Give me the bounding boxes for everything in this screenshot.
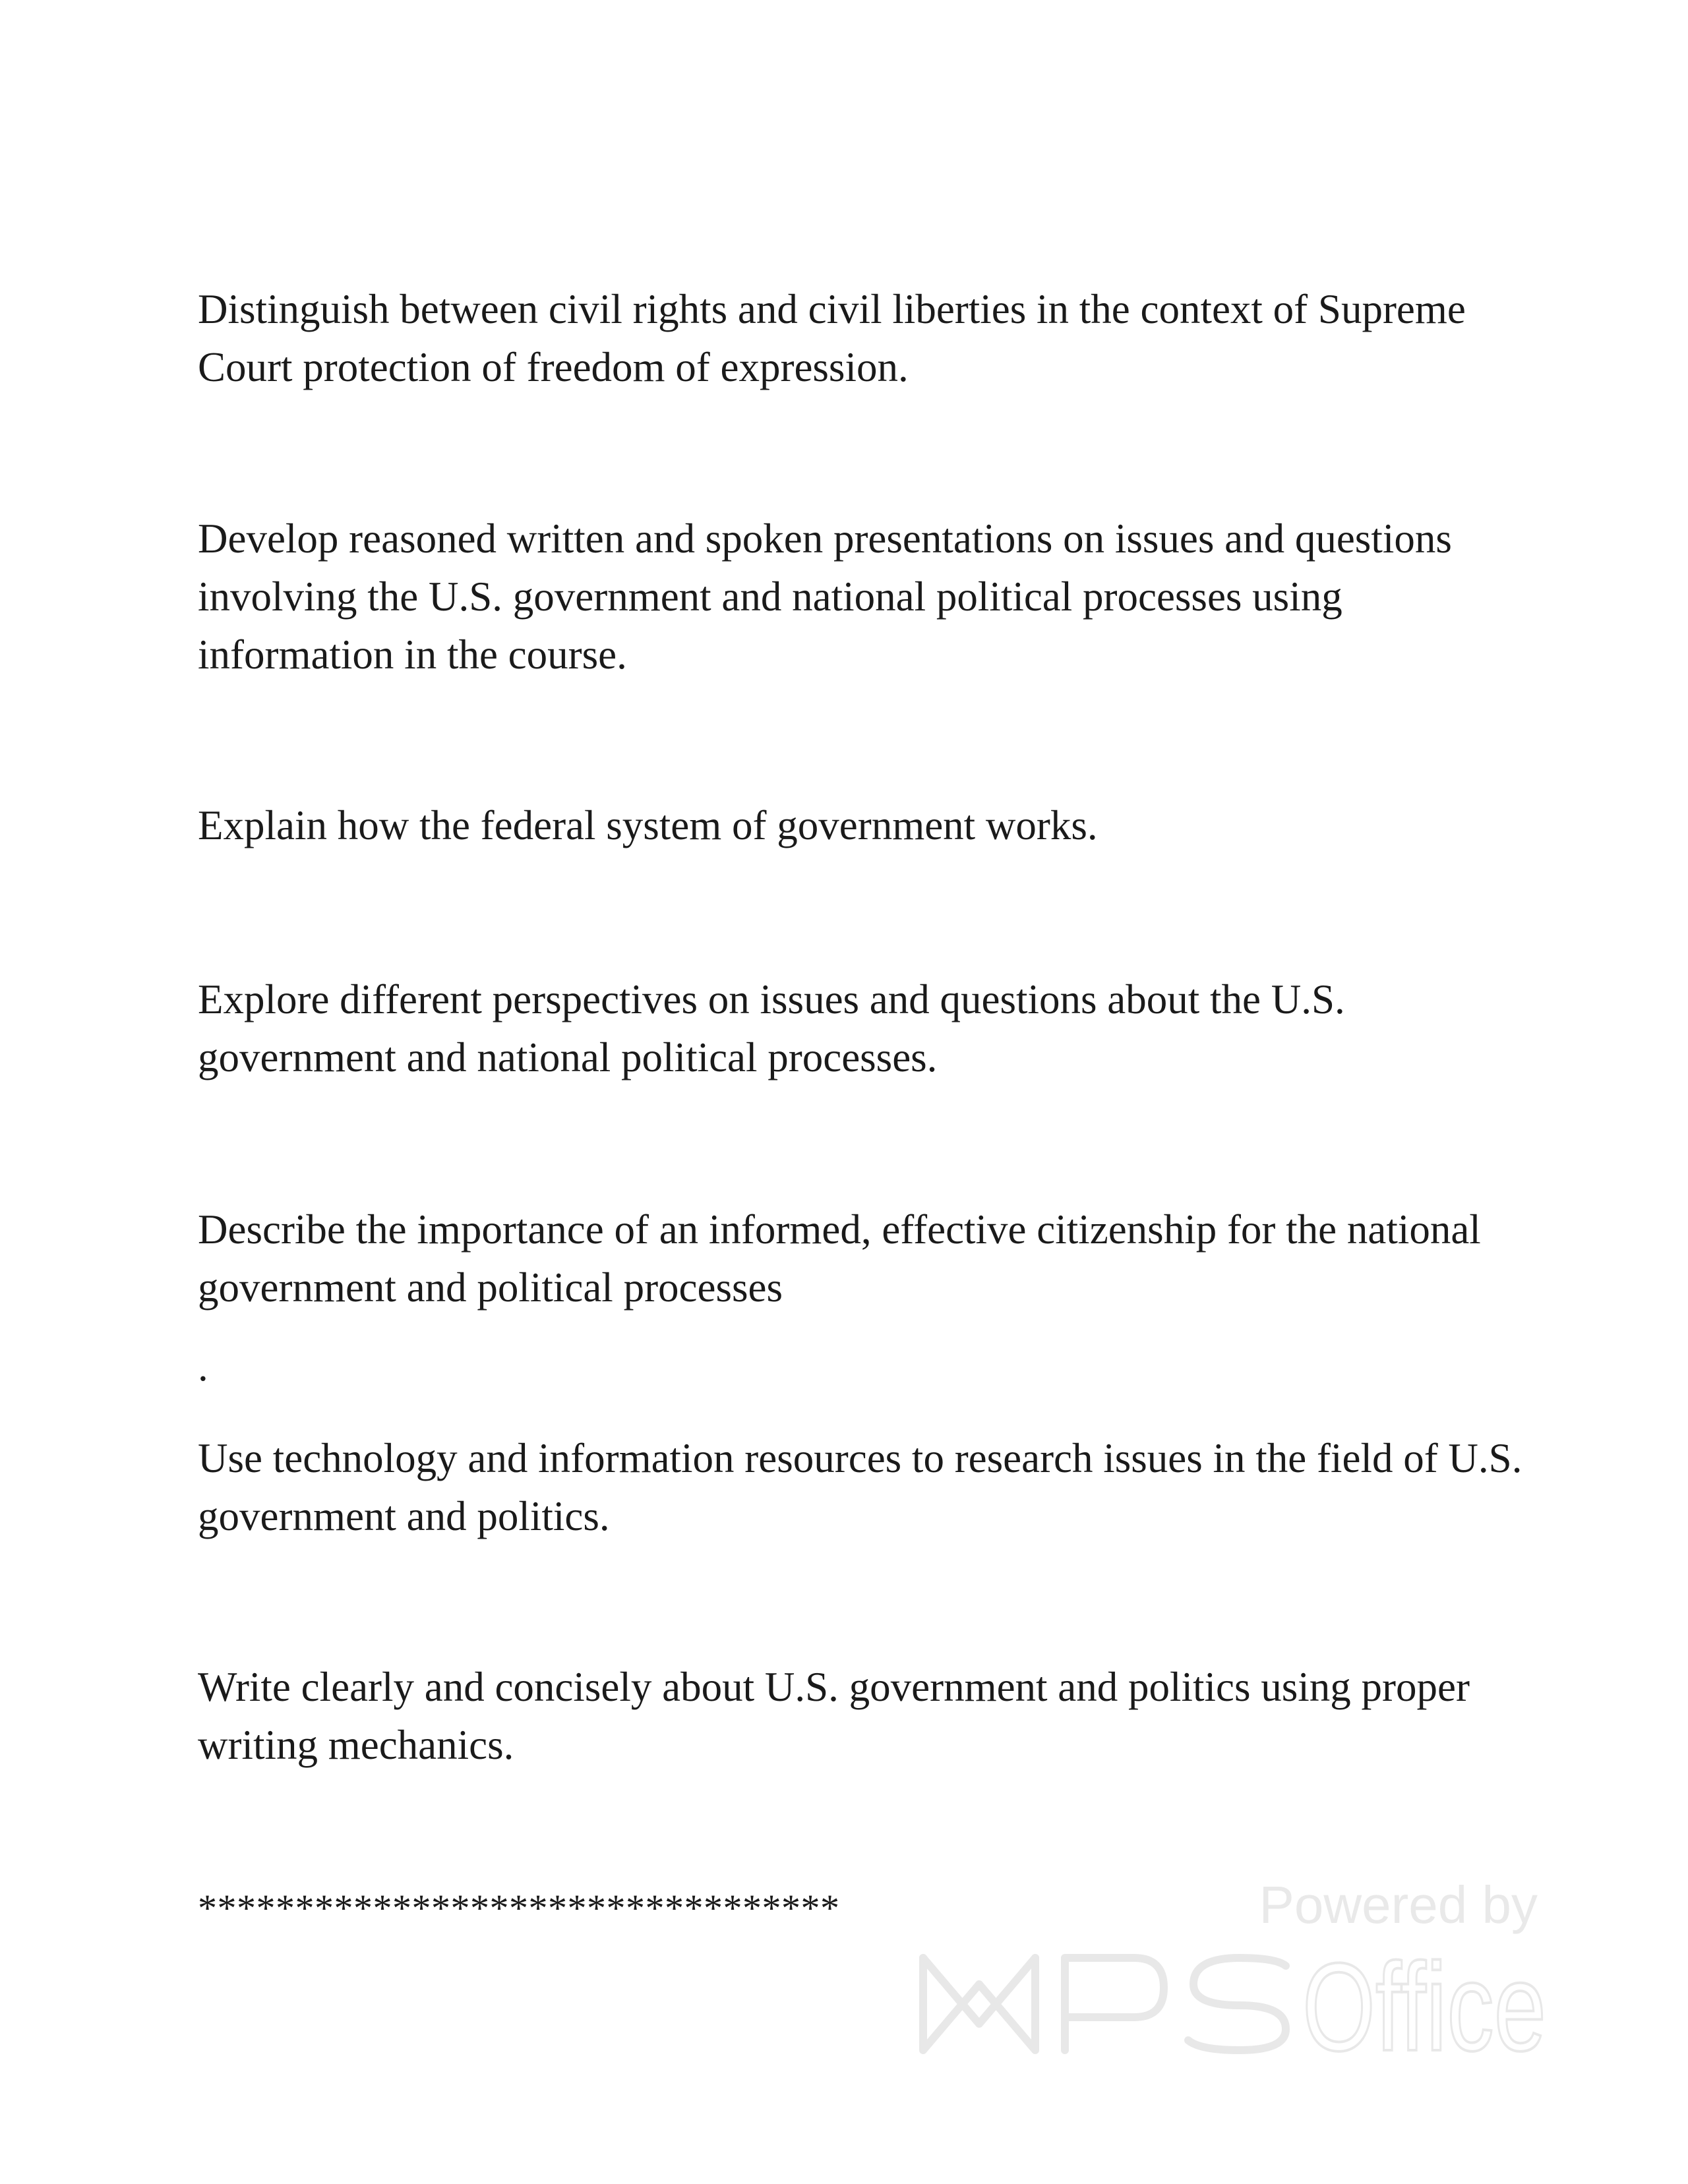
paragraph-civil-rights: Distinguish between civil rights and civil liberties in the context of Supreme Court protection of freedom of expression.	[198, 286, 1466, 390]
asterisk-separator: *********************************	[198, 1887, 840, 1930]
paragraph-technology: Use technology and information resources to research issues in the field of U.S. government and politics.	[198, 1435, 1522, 1539]
paragraph-citizenship: Describe the importance of an informed, effective citizenship for the national government and political processes	[198, 1206, 1481, 1311]
svg-text:Office: Office	[1302, 1937, 1546, 2077]
stray-period: .	[198, 1343, 208, 1390]
paragraph-perspectives: Explore different perspectives on issues and questions about the U.S. government and national political processes.	[198, 976, 1345, 1080]
paragraph-writing: Write clearly and concisely about U.S. government and politics using proper writing mechanics.	[198, 1664, 1470, 1768]
wps-office-logo	[917, 1937, 1550, 2077]
wps-office-watermark	[917, 1872, 1550, 2077]
paragraph-federal-system: Explain how the federal system of government works.	[198, 802, 1098, 848]
paragraph-presentations: Develop reasoned written and spoken presentations on issues and questions involving the U.S. government and national political processes using information in the course.	[198, 516, 1452, 678]
watermark-powered-by: Powered by	[1259, 1875, 1538, 1934]
